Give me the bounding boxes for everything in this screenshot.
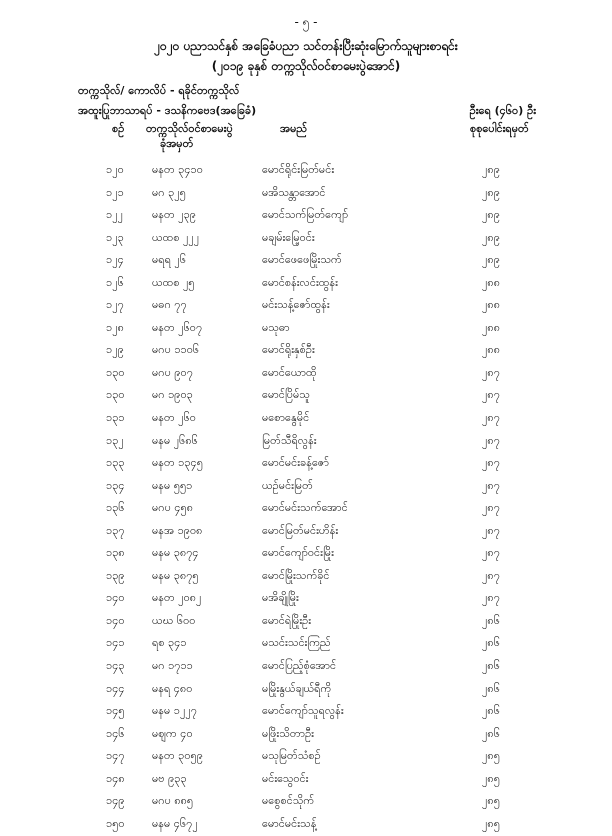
document-subtitle: (၂၀၁၉ ခုနှစ် တက္ကသိုလ်ဝင်စာမေးပွဲအောင်): [211, 59, 401, 73]
total-score: ၂၈၅: [482, 771, 500, 785]
student-name: မောင်စန်းလင်းထွန်း: [262, 275, 338, 289]
exam-roll-number: မနတ ၂၆၀၇: [152, 320, 203, 334]
table-row: [0, 724, 612, 747]
table-row: [0, 566, 612, 589]
student-name: မသုမြတ်သံစဉ်: [262, 749, 321, 763]
student-name: မချမ်းမြေ့ဝင်း: [262, 230, 315, 244]
table-row: [0, 656, 612, 679]
total-score: ၂၈၇: [482, 388, 500, 402]
exam-roll-number: ယဃ ၆၀၀: [152, 613, 196, 627]
student-name: မောင်ရဲမြိုးဦး: [262, 613, 312, 627]
column-header-id-sub: ခုံအမှတ်: [160, 137, 194, 150]
row-number: ၁၂၇: [106, 298, 124, 312]
table-row: [0, 791, 612, 814]
exam-roll-number: မဓဂ ၇၇: [152, 298, 187, 312]
student-name: မဖြိုးသိတာဦး: [262, 726, 314, 740]
total-score: ၂၈၈: [482, 298, 500, 312]
exam-roll-number: မနတ ၃၄၁၀: [152, 163, 203, 176]
row-number: ၁၄၉: [106, 794, 125, 808]
total-score: ၂၈၆: [482, 659, 500, 673]
column-header-name: အမည်: [280, 122, 308, 135]
university-line: တက္ကသိုလ်/ ကောလိပ် - ရခိုင်တက္ကသိုလ်: [78, 84, 240, 97]
student-name: မောင်ယောထို: [262, 365, 317, 379]
student-name: မောင်မင်းသက်အောင်: [262, 501, 348, 515]
total-score: ၂၈၆: [482, 613, 500, 627]
exam-roll-number: မနတ ၂၃၉: [152, 208, 196, 222]
results-table: [0, 160, 612, 836]
exam-roll-number: မနမ ၃၈၇၄: [152, 546, 199, 560]
row-number: ၁၄၀: [106, 591, 125, 605]
exam-roll-number: မဂ ၁၉၀၃: [152, 388, 193, 402]
table-row: [0, 476, 612, 499]
row-number: ၁၂၁: [106, 185, 124, 199]
table-row: [0, 633, 612, 656]
column-header-id: တက္ကသိုလ်ဝင်စာမေးပွဲ: [146, 122, 233, 135]
exam-roll-number: မဂ ၃၂၅: [152, 185, 186, 199]
table-row: [0, 769, 612, 792]
total-score: ၂၈၆: [482, 704, 500, 718]
student-name: မောင်မင်းခန့်ဇော်: [262, 456, 329, 470]
total-score: ၂၈၅: [482, 749, 500, 763]
row-number: ၁၃၄: [106, 478, 125, 492]
exam-roll-number: မဂပ ၉၀၇: [152, 365, 193, 379]
row-number: ၁၃၇: [106, 523, 125, 537]
exam-roll-number: မဂ ၁၇၁၁: [152, 659, 193, 673]
student-name: မောင်ရိုးနှစ်ဦး: [262, 343, 315, 357]
student-name: ယဉ်မင်းမြတ်: [262, 478, 313, 492]
row-number: ၁၃၁: [106, 411, 125, 425]
table-row: [0, 273, 612, 296]
row-number: ၁၄၅: [106, 704, 125, 718]
student-name: မောင်ပြည့်စုံအောင်: [262, 659, 337, 673]
document-title: ၂၀၂၀ ပညာသင်နှစ် အခြေခံပညာ သင်တန်းပြီးဆုံးမြောက်သူများစာရင်း: [154, 39, 458, 53]
table-row: [0, 318, 612, 341]
row-number: ၁၃၂: [106, 433, 124, 447]
table-row: [0, 588, 612, 611]
table-row: [0, 228, 612, 251]
table-row: [0, 498, 612, 521]
row-number: ၁၂၀: [106, 163, 124, 176]
table-row: [0, 160, 612, 183]
row-number: ၁၄၇: [106, 749, 125, 763]
student-name: မောင်ရိုင်းမြတ်မင်း: [262, 163, 335, 176]
table-row: [0, 814, 612, 836]
total-score: ၂၈၇: [482, 568, 500, 582]
row-number: ၁၂၄: [106, 253, 124, 267]
row-number: ၁၄၄: [106, 681, 125, 695]
student-name: မစွေစင်သိုက်: [262, 794, 315, 808]
table-row: [0, 746, 612, 769]
row-number: ၁၄၈: [106, 771, 125, 785]
table-row: [0, 250, 612, 273]
total-score: ၂၈၅: [482, 816, 500, 830]
row-number: ၁၂၈: [106, 320, 124, 334]
total-score: ၂၈၇: [482, 501, 500, 515]
table-row: [0, 205, 612, 228]
exam-roll-number: ယထစ ၂၂၂: [152, 230, 200, 244]
capacity-label: ဦးရေ (၄၆၀) ဦး: [469, 104, 536, 117]
exam-roll-number: မနတ ၁၃၄၅: [152, 456, 203, 470]
total-score: ၂၈၈: [482, 343, 500, 357]
total-score: ၂၈၇: [482, 365, 500, 379]
student-name: မောင်မြိုးသက်ခိုင်: [262, 568, 330, 582]
exam-roll-number: မဗ ၉၃၃: [152, 771, 187, 785]
row-number: ၁၃၈: [106, 546, 125, 560]
row-number: ၁၂၂: [106, 208, 123, 222]
exam-roll-number: ယထစ ၂၅: [152, 275, 195, 289]
column-header-no: စဉ်: [112, 122, 125, 135]
exam-roll-number: မနတ ၃၀၅၉: [152, 749, 203, 763]
student-name: မောင်ပြိမ်သူ: [262, 388, 310, 402]
student-name: မအိချိုမြိုး: [262, 591, 299, 605]
table-row: [0, 611, 612, 634]
student-name: မင်းသန့်ဇော်ထွန်း: [262, 298, 330, 312]
student-name: မောင်မင်းသန့်: [262, 816, 317, 830]
total-score: ၂၈၇: [482, 433, 500, 447]
row-number: ၁၃၆: [106, 501, 125, 515]
exam-roll-number: ရစ ၃၄၁: [152, 636, 187, 650]
total-score: ၂၈၇: [482, 411, 500, 425]
total-score: ၂၈၇: [482, 456, 500, 470]
student-name: မသင်းသင်းကြည်: [262, 636, 331, 650]
exam-roll-number: မရရ ၂၆: [152, 253, 187, 267]
row-number: ၁၃၃: [106, 456, 125, 470]
total-score: ၂၈၇: [482, 546, 500, 560]
exam-roll-number: မနမ ၅၅၁: [152, 478, 193, 492]
total-score: ၂၈၇: [482, 591, 500, 605]
exam-roll-number: မနမ ၁၂၂၇: [152, 704, 197, 718]
student-name: မောင်ကျော်ဝင်းမြိုး: [262, 546, 334, 560]
total-score: ၂၈၇: [482, 478, 500, 492]
student-name: မင်းသွေဝင်း: [262, 771, 309, 785]
row-number: ၁၂၆: [106, 275, 124, 289]
row-number: ၁၄၃: [106, 659, 125, 673]
total-score: ၂၈၈: [482, 320, 500, 334]
page-number: - ၅ -: [294, 15, 318, 29]
total-score: ၂၈၉: [482, 185, 500, 199]
exam-roll-number: မဂပ ၈၈၅: [152, 794, 194, 808]
table-row: [0, 183, 612, 206]
exam-roll-number: မနရ ၄၈၀: [152, 681, 193, 695]
table-row: [0, 340, 612, 363]
row-number: ၁၃၉: [106, 568, 125, 582]
table-row: [0, 701, 612, 724]
total-score: ၂၈၆: [482, 726, 500, 740]
table-row: [0, 363, 612, 386]
student-name: မအိသန္တာအောင်: [262, 185, 326, 199]
row-number: ၁၅၀: [106, 816, 125, 830]
row-number: ၁၃၀: [106, 365, 125, 379]
student-name: မြတ်သီရိလွန်း: [262, 433, 317, 447]
total-score: ၂၈၉: [482, 230, 500, 244]
table-row: [0, 408, 612, 431]
row-number: ၁၂၃: [106, 230, 124, 244]
major-line: အထူးပြုဘာသာရပ် - ဒသနိကဗေဒ(အခြေခံ): [78, 104, 257, 117]
exam-roll-number: မနတ ၂၀၈၂: [152, 591, 202, 605]
student-name: မောင်မြတ်မင်းဟိန်း: [262, 523, 339, 537]
total-score: ၂၈၈: [482, 275, 500, 289]
total-score: ၂၈၉: [482, 163, 500, 176]
exam-roll-number: မနအ ၁၉၀၈: [152, 523, 203, 537]
exam-roll-number: မနမ ၄၆၇၂: [152, 816, 198, 830]
exam-roll-number: မနမ ၃၈၇၅: [152, 568, 199, 582]
total-score: ၂၈၆: [482, 636, 500, 650]
table-row: [0, 295, 612, 318]
table-row: [0, 521, 612, 544]
column-header-score: စုစုပေါင်းရမှတ်: [470, 122, 529, 135]
exam-roll-number: မနတ ၂၆၀: [152, 411, 196, 425]
total-score: ၂၈၅: [482, 794, 500, 808]
row-number: ၁၂၉: [106, 343, 124, 357]
student-name: မစောနွေမိုင်: [262, 411, 310, 425]
row-number: ၁၄၆: [106, 726, 125, 740]
student-name: မောင်ဖေဖေမြိုးသက်: [262, 253, 342, 267]
table-row: [0, 431, 612, 454]
exam-roll-number: မဂပ ၁၁၀၆: [152, 343, 200, 357]
student-name: မသုဓာ: [262, 320, 290, 334]
total-score: ၂၈၆: [482, 681, 500, 695]
total-score: ၂၈၉: [482, 253, 500, 267]
student-name: မောင်သက်မြတ်ကျော်: [262, 208, 349, 222]
table-row: [0, 385, 612, 408]
exam-roll-number: မနမ ၂၆၈၆: [152, 433, 198, 447]
total-score: ၂၈၇: [482, 523, 500, 537]
student-name: မောင်ကျော်သူရလွန်း: [262, 704, 344, 718]
row-number: ၁၃၀: [106, 388, 125, 402]
exam-roll-number: မဂပ ၄၅၈: [152, 501, 193, 515]
row-number: ၁၄၀: [106, 613, 125, 627]
table-row: [0, 679, 612, 702]
row-number: ၁၄၁: [106, 636, 125, 650]
total-score: ၂၈၉: [482, 208, 500, 222]
table-row: [0, 453, 612, 476]
student-name: မမြိုးနွယ်ချယ်ရီကို: [262, 681, 332, 695]
table-row: [0, 543, 612, 566]
exam-roll-number: မဈက ၄၀: [152, 726, 193, 740]
